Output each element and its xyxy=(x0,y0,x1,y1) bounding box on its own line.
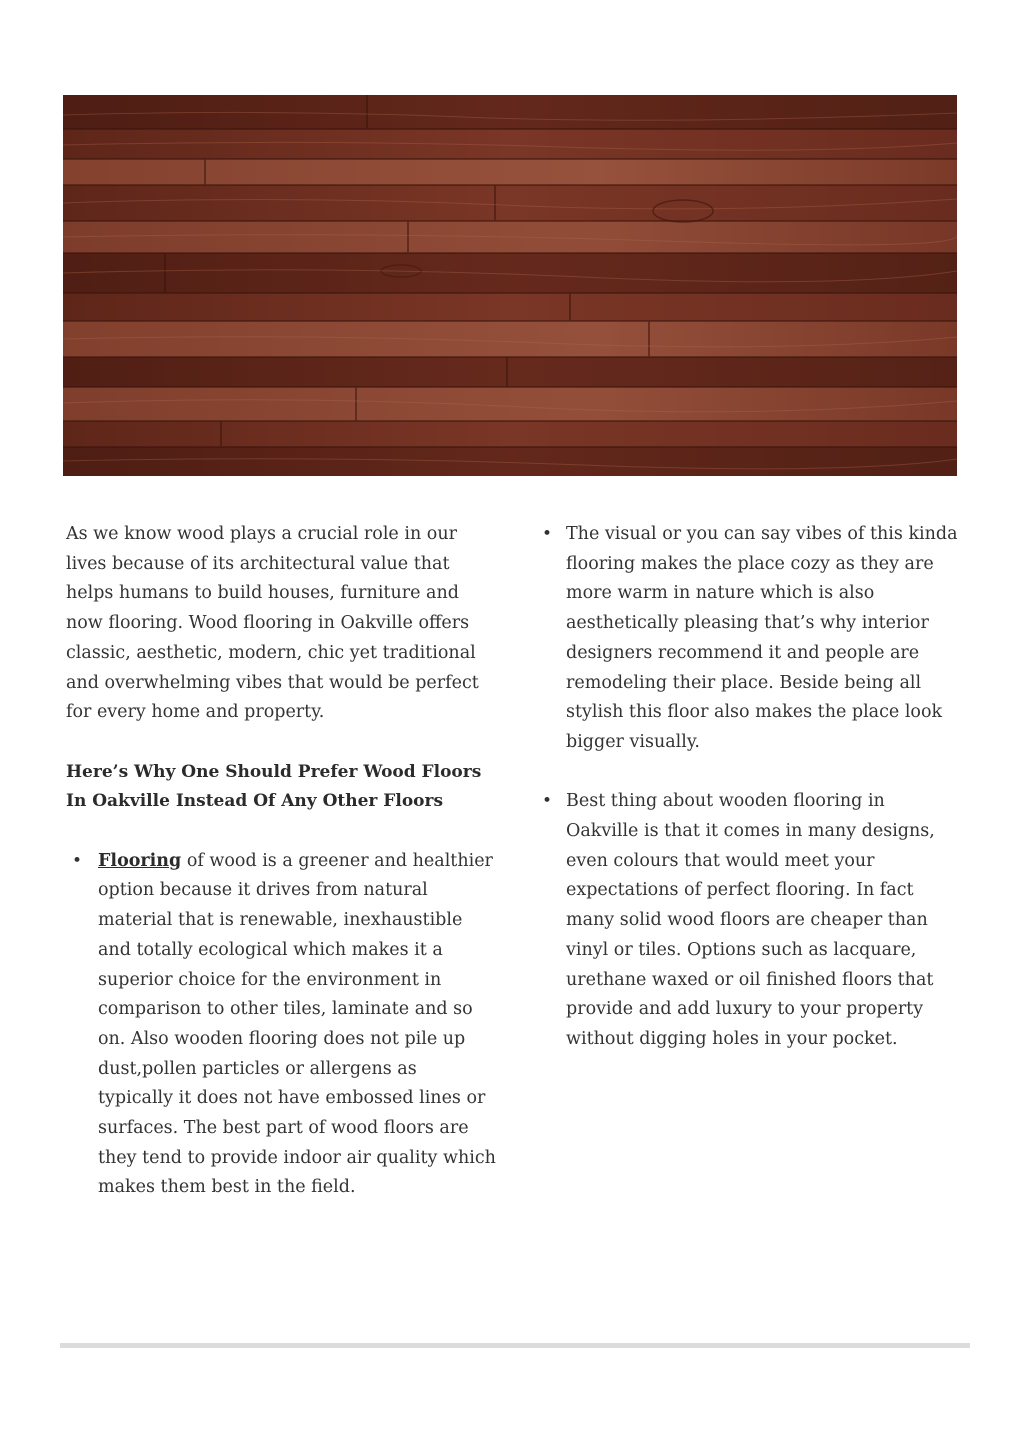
list-item: • Best thing about wooden flooring in Oakville is that it comes in many designs, even colours that would meet your expectations of perfect flooring. In fact many solid wood floors are cheaper than vinyl or tiles. Options such as lacquare, urethane waxed or oil finished floors that provide and add luxury to your property without digging holes in your pocket. xyxy=(542,787,962,1054)
footer-divider xyxy=(60,1343,970,1348)
wood-planks-graphic xyxy=(63,95,957,476)
wood-floor-image xyxy=(63,95,957,476)
flooring-link[interactable]: Flooring xyxy=(98,850,182,871)
left-column xyxy=(66,520,496,1203)
list-item xyxy=(66,847,496,1203)
right-column xyxy=(542,520,962,1055)
intro-paragraph: As we know wood plays a crucial role in our lives because of its architectural value that helps humans to build houses, furniture and now flooring. Wood flooring in Oakville offers classic, aesthetic, modern, chic yet traditional and overwhelming vibes that would be perfect for every home and property. xyxy=(66,524,479,723)
section-heading: Here’s Why One Should Prefer Wood Floors In Oakville Instead Of Any Other Floors xyxy=(66,761,482,812)
bullet-text: of wood is a greener and healthier option because it drives from natural material that is renewable, inexhaustible and totally ecological which makes it a superior choice for the environment in comparison to other tiles, laminate and so on. Also wooden flooring does not pile up dust,pollen particles or allergens as typically it does not have embossed lines or surfaces. The best part of wood floors are they tend to provide indoor air quality which makes them best in the field. xyxy=(98,850,496,1198)
right-bullet-list xyxy=(542,520,962,1055)
list-item: • The visual or you can say vibes of this kinda flooring makes the place cozy as they are more warm in nature which is also aesthetically pleasing that’s why interior designers recommend it and people are remodeling their place. Beside being all stylish this floor also makes the place look bigger visually. xyxy=(542,520,962,758)
left-bullet-list xyxy=(66,847,496,1203)
